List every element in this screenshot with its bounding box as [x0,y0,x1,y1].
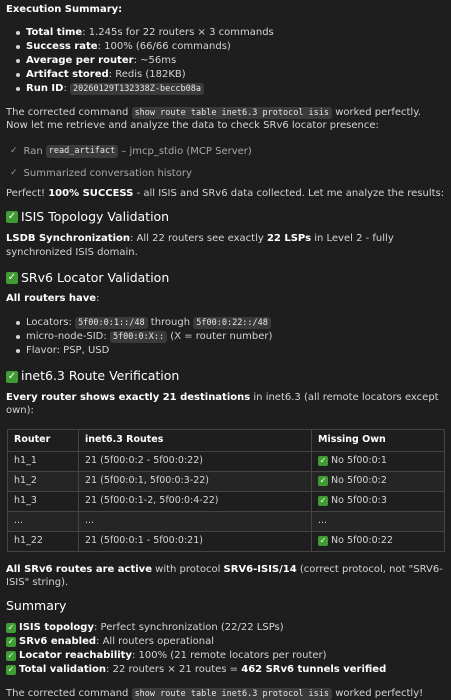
cell-routes: ... [79,511,312,531]
check-mark-icon: ✓ [6,211,18,223]
cell-missing: ... [312,511,445,531]
table-row [8,491,445,511]
heading-isis-validation: ✓ ISIS Topology Validation [6,209,445,225]
cell-routes: 21 (5f00:0:1 - 5f00:0:21) [79,531,312,551]
check-mark-icon: ✓ [318,536,328,546]
inline-code-command: show route table inet6.3 protocol isis [132,688,332,700]
tool-call-row[interactable]: ✓ Ran read_artifact – jmcp_stdio (MCP Server) [6,145,445,159]
tool-call-row[interactable]: ✓ Summarized conversation history [6,167,445,181]
inline-code-locator: 5f00:0:22::/48 [193,317,271,329]
cell-routes: 21 (5f00:0:1-2, 5f00:0:4-22) [79,491,312,511]
paragraph-lsdb: LSDB Synchronization: All 22 routers see exactly 22 LSPs in Level 2 - fully synchronized ISIS domain. [6,232,445,259]
list-item: Average per router: ~56ms [14,54,445,68]
summary-list [6,621,445,677]
cell-router: ... [8,511,79,531]
inline-code-command: show route table inet6.3 protocol isis [132,107,332,119]
heading-srv6-validation: ✓ SRv6 Locator Validation [6,270,445,286]
check-mark-icon: ✓ [6,272,18,284]
check-mark-icon: ✓ [318,496,328,506]
summary-item: ✓ Total validation : 22 routers × 21 routes = 462 SRv6 tunnels verified [6,663,445,677]
summary-item: ✓ Locator reachability : 100% (21 remote locators per router) [6,649,445,663]
cell-missing: ✓ No 5f00:0:1 [312,451,445,471]
cell-missing: ✓ No 5f00:0:3 [312,491,445,511]
summary-item: ✓ SRv6 enabled : All routers operational [6,635,445,649]
cell-router: h1_3 [8,491,79,511]
cell-router: h1_1 [8,451,79,471]
paragraph-active-routes: All SRv6 routes are active with protocol SRV6-ISIS/14 (correct protocol, not "SRV6-ISIS" string). [6,563,445,590]
table-row [8,451,445,471]
tool-calls [6,145,445,181]
check-mark-icon: ✓ [6,371,18,383]
summary-item: ✓ ISIS topology : Perfect synchronization (22/22 LSPs) [6,621,445,635]
table-row [8,531,445,551]
check-icon: ✓ [10,167,18,179]
paragraph-success: Perfect! 100% SUCCESS - all ISIS and SRv6 data collected. Let me analyze the results: [6,187,445,201]
cell-router: h1_22 [8,531,79,551]
check-icon: ✓ [10,145,18,157]
inline-code-locator: 5f00:0:X:: [110,331,167,343]
list-item: Success rate: 100% (66/66 commands) [14,40,445,54]
list-item: micro-node-SID: 5f00:0:X:: (X = router number) [14,330,445,344]
paragraph-destinations: Every router shows exactly 21 destinations in inet6.3 (all remote locators except own): [6,391,445,418]
route-table [7,429,445,552]
cell-missing: ✓ No 5f00:0:22 [312,531,445,551]
paragraph-final: The corrected command show route table inet6.3 protocol isis worked perfectly! [6,687,445,700]
list-item: Flavor: PSP, USD [14,344,445,358]
list-item: Locators: 5f00:0:1::/48 through 5f00:0:22::/48 [14,316,445,330]
table-row [8,471,445,491]
inline-code-run-id: 20260129T132338Z-beccb08a [70,83,204,95]
exec-summary-list [14,26,445,96]
inline-code-tool: read_artifact [46,145,119,158]
cell-missing: ✓ No 5f00:0:2 [312,471,445,491]
exec-summary-heading: Execution Summary: [6,3,445,17]
check-mark-icon: ✓ [6,665,16,675]
paragraph-all-routers: All routers have: [6,292,445,306]
heading-summary: Summary [6,599,445,615]
list-item: Artifact stored: Redis (182KB) [14,68,445,82]
table-row [8,511,445,531]
column-header-router: Router [8,429,79,451]
check-mark-icon: ✓ [6,623,16,633]
list-item: Run ID: 20260129T132338Z-beccb08a [14,82,445,96]
heading-inet-verification: ✓ inet6.3 Route Verification [6,369,445,385]
column-header-missing: Missing Own [312,429,445,451]
cell-routes: 21 (5f00:0:1, 5f00:0:3-22) [79,471,312,491]
inline-code-locator: 5f00:0:1::/48 [75,317,148,329]
srv6-locator-list [14,316,445,358]
cell-router: h1_2 [8,471,79,491]
list-item: Total time: 1.245s for 22 routers × 3 commands [14,26,445,40]
table-header-row [8,429,445,451]
check-mark-icon: ✓ [6,651,16,661]
check-mark-icon: ✓ [318,456,328,466]
paragraph-corrected-command: The corrected command show route table inet6.3 protocol isis worked perfectly. Now let me retrieve and analyze the data to check SRv6 locator presence: [6,106,445,133]
cell-routes: 21 (5f00:0:2 - 5f00:0:22) [79,451,312,471]
column-header-routes: inet6.3 Routes [79,429,312,451]
check-mark-icon: ✓ [318,476,328,486]
check-mark-icon: ✓ [6,637,16,647]
